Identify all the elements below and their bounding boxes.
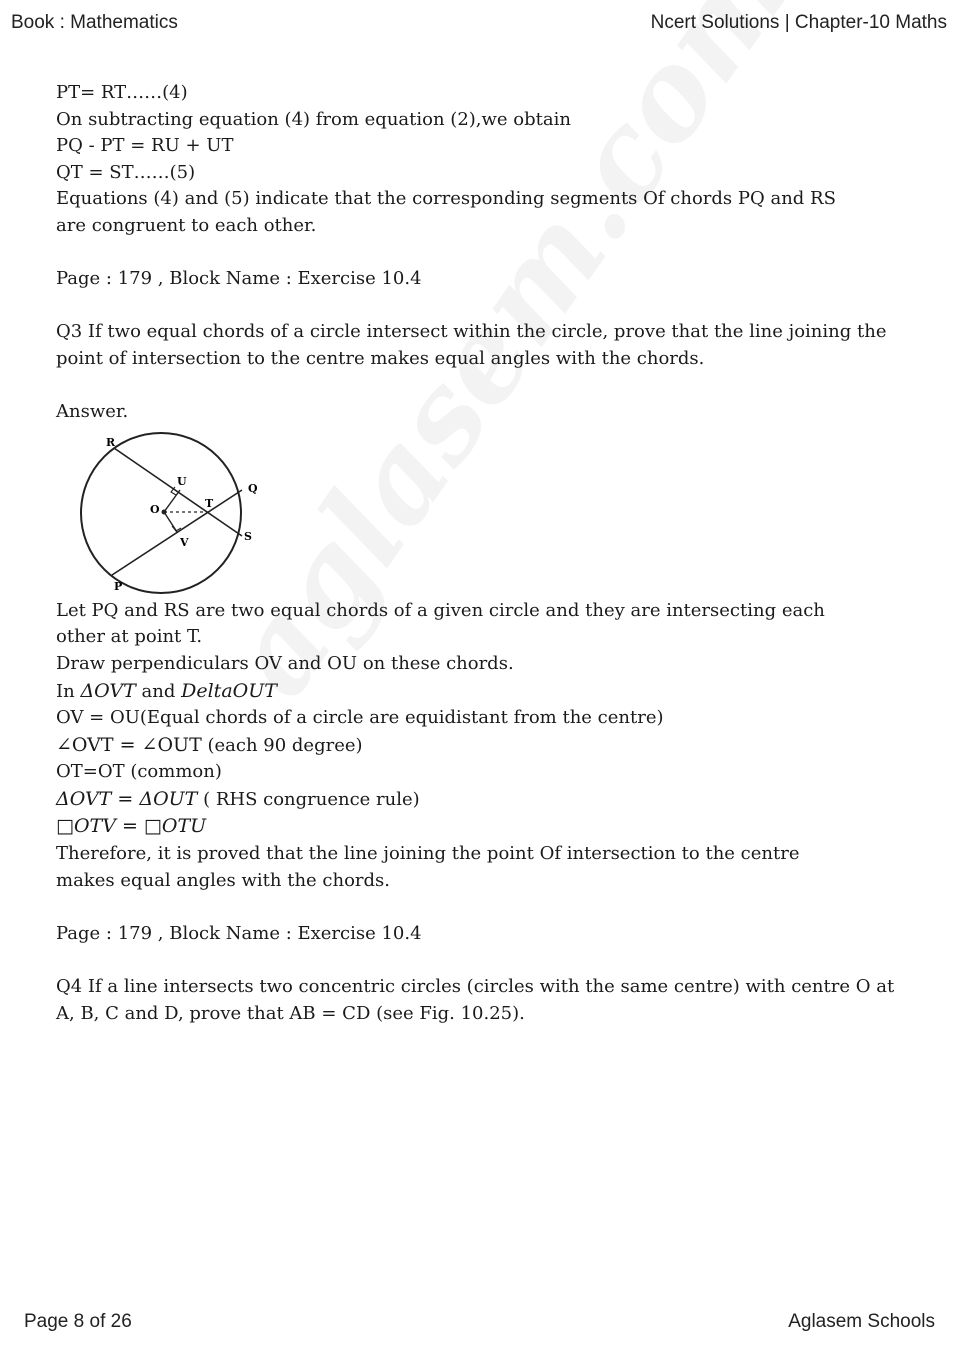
circle [81, 433, 241, 593]
math-expression: ΔOVT = ΔOUT [56, 787, 198, 810]
text-line: Equations (4) and (5) indicate that the corresponding segments Of chords PQ and RS [56, 188, 836, 210]
question-3: Q3 If two equal chords of a circle intersect within the circle, prove that the line joining the point of intersection to the centre makes equal angles with the chords. [56, 321, 887, 369]
text-line [56, 732, 916, 760]
math-expression: ∠OVT = ∠OUT [56, 733, 202, 756]
text-line: QT = ST……(5) [56, 161, 196, 183]
label-v: V [180, 535, 189, 549]
label-r: R [106, 435, 116, 449]
label-o: O [150, 502, 160, 516]
text-line: OV = OU(Equal chords of a circle are equidistant from the centre) [56, 707, 664, 729]
page-content [56, 80, 916, 1027]
text-line: OT=OT (common) [56, 761, 222, 783]
label-u: U [177, 474, 187, 488]
math-expression: □OTV = □OTU [56, 815, 207, 838]
text-line: Let PQ and RS are two equal chords of a given circle and they are intersecting each [56, 599, 825, 621]
centre-point [162, 509, 167, 514]
label-t: T [205, 496, 214, 510]
header-book-title: Book : Mathematics [11, 12, 178, 33]
text-line [56, 678, 916, 706]
text-line: Draw perpendiculars OV and OU on these chords. [56, 652, 514, 674]
text-line: PT= RT……(4) [56, 82, 188, 103]
footer-publisher: Aglasem Schools [788, 1311, 935, 1332]
footer-page-number: Page 8 of 26 [24, 1311, 132, 1332]
text-line: On subtracting equation (4) from equation (2),we obtain [56, 108, 571, 130]
perpendicular-ou [164, 490, 180, 512]
text-span: and [141, 680, 176, 702]
page-reference: Page : 179 , Block Name : Exercise 10.4 [56, 922, 422, 944]
math-expression: ΔOVT [80, 679, 136, 702]
text-span: ( RHS congruence rule) [203, 788, 420, 810]
answer-label: Answer. [56, 401, 129, 423]
label-p: P [114, 579, 123, 593]
chord-pq [112, 490, 242, 575]
text-span: (each 90 degree) [207, 734, 363, 756]
question-4: Q4 If a line intersects two concentric circles (circles with the same centre) with centre O at A, B, C and D, prove that AB = CD (see Fig. 10.25). [56, 976, 895, 1024]
text-line: PQ - PT = RU + UT [56, 135, 234, 157]
text-line: other at point T. [56, 626, 203, 648]
label-q: Q [248, 481, 258, 495]
text-line: Therefore, it is proved that the line joining the point Of intersection to the centre [56, 843, 800, 865]
text-span: In [56, 680, 75, 702]
text-line [56, 786, 916, 814]
page-reference: Page : 179 , Block Name : Exercise 10.4 [56, 268, 422, 290]
chords-circle-figure [56, 428, 276, 594]
label-s: S [244, 529, 252, 543]
text-line: are congruent to each other. [56, 214, 317, 236]
header-chapter-title: Ncert Solutions | Chapter-10 Maths [650, 12, 947, 33]
math-expression: DeltaOUT [181, 679, 277, 702]
text-line [56, 813, 916, 841]
text-line: makes equal angles with the chords. [56, 869, 391, 891]
